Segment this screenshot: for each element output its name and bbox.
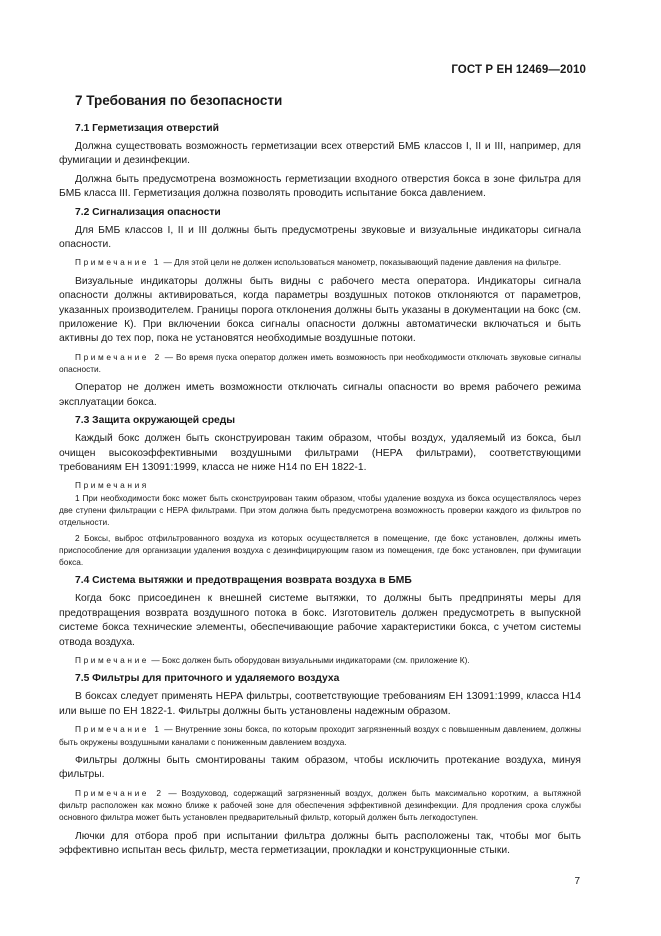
note (59, 723, 581, 748)
note (59, 787, 581, 824)
paragraph: Оператор не должен иметь возможности отключать сигналы опасности во время рабочего режима эксплуатации бокса. (59, 382, 581, 408)
subsection-title-7-2: 7.2 Сигнализация опасности (75, 206, 221, 218)
section-title: 7 Требования по безопасности (75, 93, 283, 108)
subsection-title-7-4: 7.4 Система вытяжки и предотвращения возврата воздуха в БМБ (75, 575, 412, 587)
paragraph: Когда бокс присоединен к внешней системе вытяжки, то должны быть предприняты меры для предотвращения возврата воздушного потока в бокс. Изготовитель должен предусмотреть в выпускной системе бокса технические элементы, обеспечивающие рабочие характеристики бокса, с учетом системы отвода воздуха. (59, 593, 581, 648)
note-text: — Бокс должен быть оборудован визуальными индикаторами (см. приложение К). (149, 655, 470, 666)
note-text: — Внутренние зоны бокса, по которым проходит загрязненный воздух с повышенным давлением, должны быть окружены воздушными каналами с пониженным давлением воздуха. (59, 724, 581, 747)
note-label: Примечание 2 (75, 351, 162, 362)
note-label: Примечание (75, 655, 150, 666)
subsection-title-7-1: 7.1 Герметизация отверстий (75, 123, 219, 134)
paragraph: Каждый бокс должен быть сконструирован таким образом, чтобы воздух, удаляемый из бокса, был очищен высокоэффективными воздушными фильтрами (НЕРА фильтрами), соответствующими требованиям ЕН 13091:1999, класса не ниже Н14 по ЕН 1822-1. (59, 433, 581, 473)
paragraph: Фильтры должны быть смонтированы таким образом, чтобы исключить протекание воздуха, минуя фильтры. (59, 754, 581, 781)
note (59, 256, 581, 268)
paragraph: В боксах следует применять НЕРА фильтры, соответствующие требованиям ЕН 13091:1999, класса Н14 или выше по ЕН 1822-1. Фильтры должны быть установлены надежным образом. (59, 691, 581, 717)
note: 1 При необходимости бокс может быть сконструирован таким образом, чтобы удаление воздуха из бокса осуществлялось через две ступени фильтрации с НЕРА фильтрами. При этом должна быть предусмотрена возможность проверки каждого из фильтров по отдельности. (59, 492, 581, 528)
notes-heading: Примечания (75, 480, 149, 491)
note: 2 Боксы, выброс отфильтрованного воздуха из которых осуществляется в помещение, где бокс установлен, должны иметь приспособление для организации удаления воздуха с дезинфицирующим газом из помещения, где бокс установлен, при фумигации бокса. (59, 532, 581, 568)
document-code: ГОСТ Р ЕН 12469—2010 (451, 64, 586, 76)
page-number: 7 (574, 876, 580, 887)
note-text: — Для этой цели не должен использоваться манометр, показывающий падение давления на фильтре. (161, 257, 562, 268)
paragraph: Лючки для отбора проб при испытании фильтра должны быть расположены так, чтобы мог быть эффективно испытан весь фильтр, места герметизации, прокладки и конструкционные стыки. (59, 830, 581, 856)
paragraph: Визуальные индикаторы должны быть видны с рабочего места оператора. Индикаторы сигнала опасности должны активироваться, когда параметры воздушных потоков отклоняются от параметров, указанных производителем. Границы порога отклонения должны быть указаны в документации на бокс (см. приложение К). При включении бокса сигналы опасности должны автоматически включаться и быть активны до тех пор, пока не установятся необходимые воздушные потоки. (59, 275, 581, 345)
page-content (59, 93, 581, 862)
note (59, 351, 581, 376)
paragraph: Должна быть предусмотрена возможность герметизации входного отверстия бокса в зоне фильтра для БМБ класса III. Герметизация должна позволять проводить испытание бокса давлением. (59, 173, 581, 200)
note-label: Примечание 2 (75, 787, 164, 798)
paragraph: Для БМБ классов I, II и III должны быть предусмотрены звуковые и визуальные индикаторы сигнала опасности. (59, 224, 581, 251)
note-text: — Во время пуска оператор должен иметь возможность при необходимости отключать звуковые сигналы опасности. (59, 351, 581, 375)
paragraph: Должна существовать возможность герметизации всех отверстий БМБ классов I, II и III, например, для фумигации и дезинфекции. (59, 141, 581, 167)
subsection-title-7-5: 7.5 Фильтры для приточного и удаляемого воздуха (75, 673, 340, 685)
note-label: Примечание 1 (75, 724, 162, 735)
note (59, 654, 581, 666)
subsection-title-7-3: 7.3 Защита окружающей среды (75, 415, 236, 427)
note-text: — Воздуховод, содержащий загрязненный воздух, должен быть максимально коротким, а вытяжной фильтр расположен как можно ближе к рабочей зоне для обеспечения эффективной дезинфекции. Для продления срока службы основного фильтра может быть установлен предварительный фильтр, который должен быть легкодоступен. (59, 787, 581, 823)
note-label: Примечание 1 (75, 257, 162, 268)
